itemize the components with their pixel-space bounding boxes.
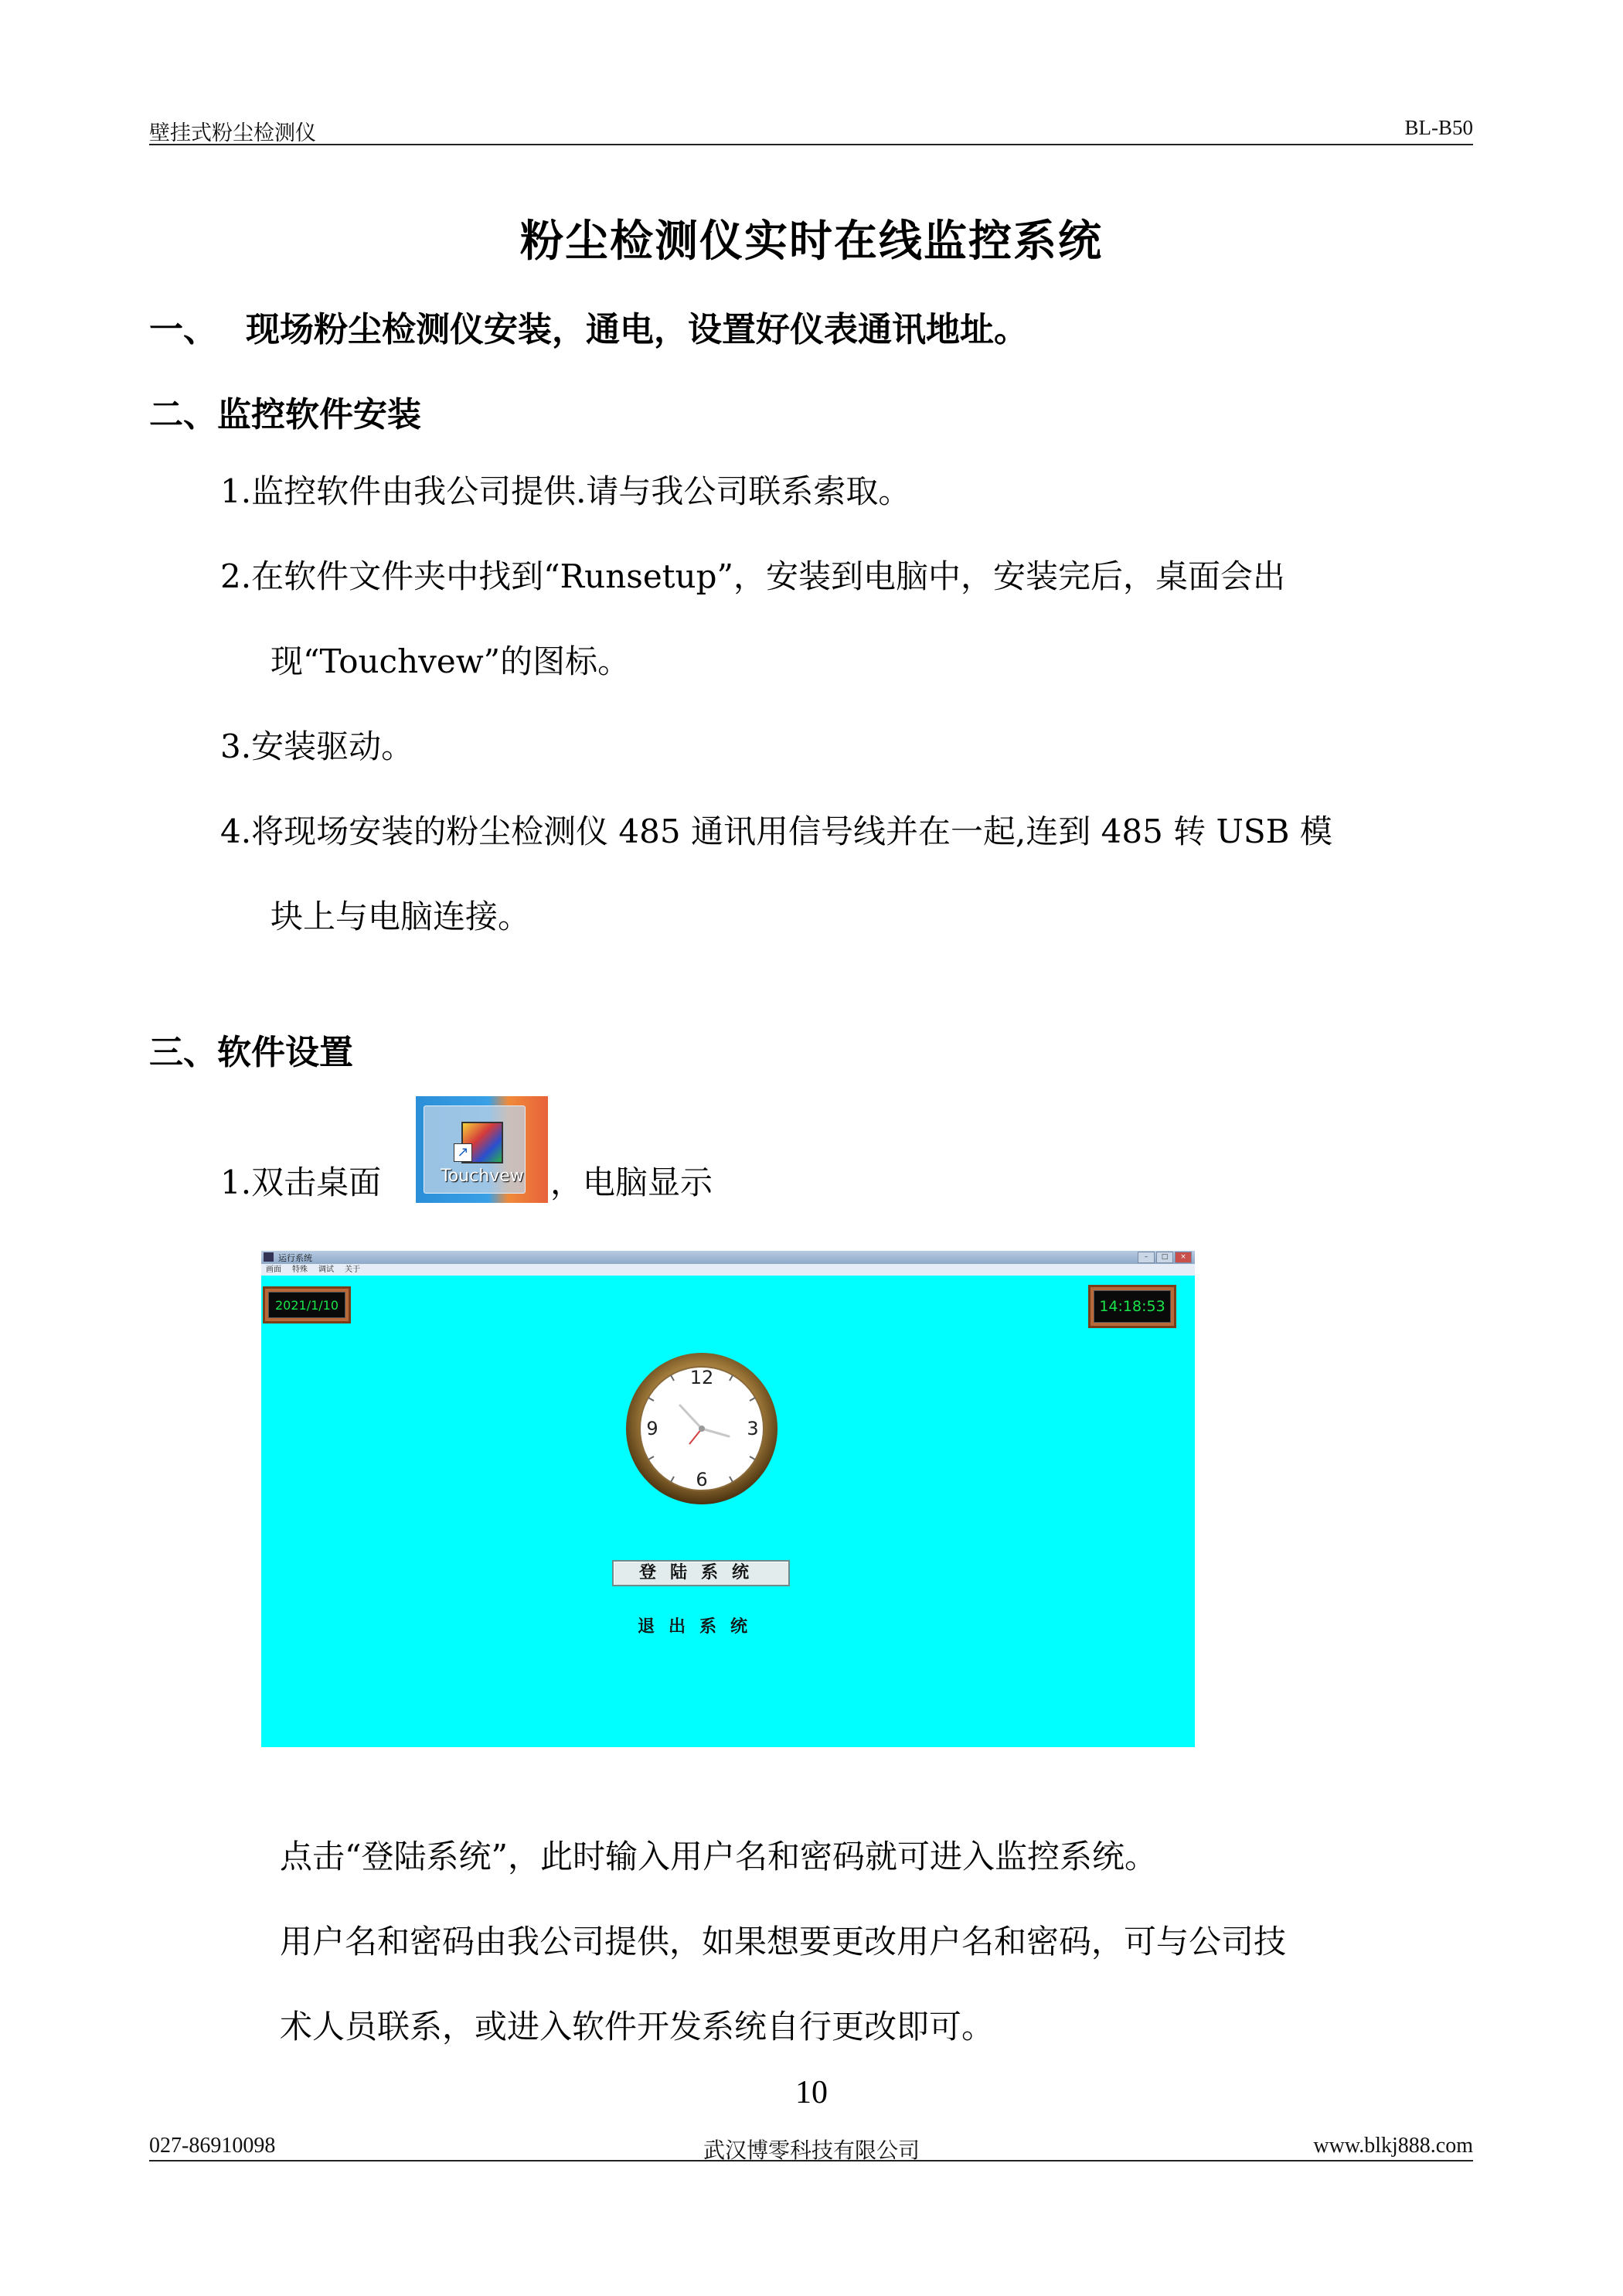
date-display (263, 1286, 351, 1323)
section3-heading: 三、软件设置 (149, 1033, 353, 1072)
footer-company: 武汉博零科技有限公司 (703, 2139, 920, 2163)
touchvew-shortcut-icon[interactable] (416, 1096, 548, 1203)
header-left: 壁挂式粉尘检测仪 (149, 121, 316, 145)
clock-num-6: 6 (696, 1469, 708, 1490)
footer-website[interactable]: www.blkj888.com (1313, 2134, 1473, 2158)
window-titlebar (261, 1251, 1195, 1264)
section2-item-2: 2.在软件文件夹中找到“Runsetup”，安装到电脑中，安装完后，桌面会出 (220, 557, 1285, 595)
section1-heading: 现场粉尘检测仪安装，通电，设置好仪表通讯地址。 (246, 310, 1028, 349)
shortcut-label: Touchvew (441, 1167, 524, 1186)
section2-item-1: 1.监控软件由我公司提供.请与我公司联系索取。 (220, 472, 911, 510)
header-right: BL-B50 (1404, 116, 1473, 139)
note-1: 点击“登陆系统”，此时输入用户名和密码就可进入监控系统。 (280, 1838, 1157, 1875)
window-title: 运行系统 (278, 1253, 312, 1263)
page-number: 10 (795, 2075, 828, 2110)
section2-item-4-cont: 块上与电脑连接。 (270, 898, 531, 935)
section3-step1-text: 1.双击桌面 (220, 1163, 382, 1201)
maximize-button[interactable]: □ (1156, 1252, 1173, 1263)
close-button[interactable]: × (1175, 1252, 1192, 1263)
date-value: 2021/1/10 (268, 1292, 345, 1318)
clock-center (699, 1426, 705, 1432)
menu-item-about[interactable]: 关于 (345, 1266, 360, 1274)
app-window-screenshot (261, 1251, 1195, 1747)
menu-item-debug[interactable]: 调试 (318, 1266, 334, 1274)
note-3: 术人员联系，或进入软件开发系统自行更改即可。 (280, 2008, 995, 2046)
login-system-button[interactable]: 登陆系统 (612, 1560, 790, 1586)
page-title: 粉尘检测仪实时在线监控系统 (520, 216, 1103, 267)
section2-item-2-cont: 现“Touchvew”的图标。 (270, 642, 631, 680)
window-menubar (261, 1264, 1195, 1276)
footer-phone: 027-86910098 (149, 2134, 276, 2158)
window-app-icon (264, 1252, 274, 1262)
time-display (1088, 1285, 1176, 1328)
section3-step1-after: ，电脑显示 (550, 1163, 713, 1201)
exit-system-button[interactable]: 退出系统 (637, 1617, 761, 1637)
section2-item-4: 4.将现场安装的粉尘检测仪 485 通讯用信号线并在一起,连到 485 转 USB 模 (220, 812, 1332, 850)
menu-item-special[interactable]: 特殊 (292, 1266, 308, 1274)
shortcut-highlight (424, 1105, 526, 1194)
section1-number: 一、 (149, 310, 217, 349)
section2-item-3: 3.安装驱动。 (220, 727, 414, 765)
section2-heading: 二、监控软件安装 (149, 395, 421, 434)
analog-clock (624, 1351, 779, 1506)
shortcut-arrow-icon: ↗ (454, 1143, 472, 1162)
header-rule (149, 144, 1473, 145)
menu-item-screen[interactable]: 画面 (266, 1266, 281, 1274)
clock-num-12: 12 (689, 1367, 714, 1388)
time-value: 14:18:53 (1094, 1290, 1171, 1323)
note-2: 用户名和密码由我公司提供，如果想要更改用户名和密码，可与公司技 (280, 1923, 1287, 1960)
clock-num-9: 9 (646, 1418, 658, 1439)
minimize-button[interactable]: – (1138, 1252, 1155, 1263)
clock-num-3: 3 (747, 1418, 759, 1439)
